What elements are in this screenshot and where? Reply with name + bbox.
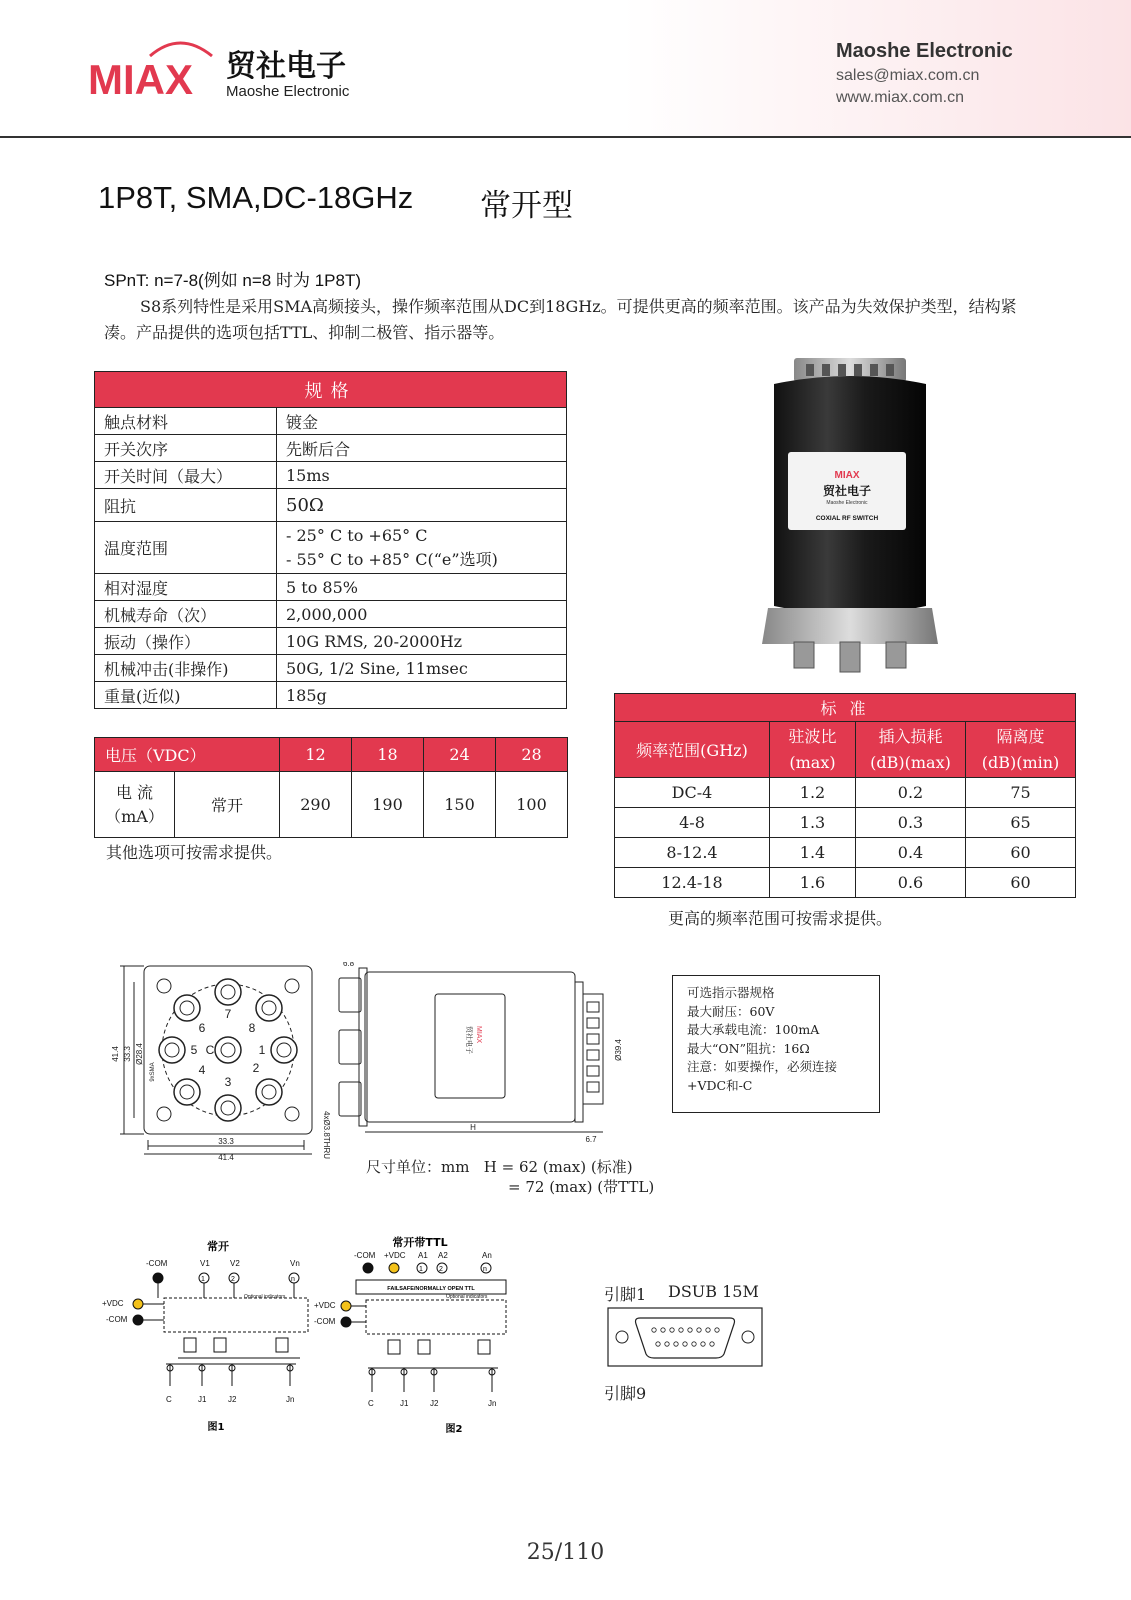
standard-header: 标 准 [615,694,1076,722]
svg-text:H: H [470,1123,476,1132]
miax-logo [88,36,388,106]
svg-text:5: 5 [190,1043,198,1057]
table-row: 相对湿度 5 to 85% [95,574,567,601]
voltage-28: 28 [496,738,568,772]
voltage-24: 24 [424,738,496,772]
svg-text:2: 2 [439,1266,443,1273]
company-info [836,40,1013,107]
logo-text: MIAX [88,56,193,103]
circuit-fig1 [100,1240,320,1440]
spec-header: 规格 [95,372,567,408]
svg-text:1: 1 [201,1276,205,1283]
table-row: 触点材料 镀金 [95,408,567,435]
table-row: 机械冲击(非操作) 50G, 1/2 Sine, 11msec [95,655,567,682]
table-row: 开关时间（最大） 15ms [95,462,567,489]
svg-text:FAILSAFE/NORMALLY OPEN TTL: FAILSAFE/NORMALLY OPEN TTL [387,1286,475,1292]
svg-text:+VDC: +VDC [384,1251,406,1260]
svg-text:33.3: 33.3 [123,1046,132,1062]
svg-text:6: 6 [198,1021,206,1035]
col-freq: 频率范围(GHz) [615,722,770,778]
front-view-drawing [104,962,324,1162]
svg-text:贸社电子: 贸社电子 [465,1026,473,1054]
table-row: 重量(近似) 185g [95,682,567,709]
svg-text:41.4: 41.4 [218,1153,234,1162]
table-row: 电 流 （mA） 常开 290 190 150 100 [95,772,568,838]
svg-text:C: C [205,1043,215,1057]
svg-text:Vn: Vn [290,1259,300,1268]
page-number: 25/110 [526,1540,605,1565]
svg-text:Ø39.4: Ø39.4 [614,1039,623,1061]
svg-text:+VDC: +VDC [102,1299,124,1308]
current-label: 电 流 [115,782,154,802]
svg-text:常开带TTL: 常开带TTL [392,1236,448,1249]
spnt-line: SPnT: n=7-8(例如 n=8 时为 1P8T) [104,271,361,290]
svg-text:C: C [368,1399,374,1408]
product-photo [750,356,950,676]
svg-text:图2: 图2 [445,1424,463,1435]
svg-text:41.4: 41.4 [111,1046,120,1062]
svg-text:An: An [482,1251,492,1260]
svg-text:4xØ3.8THRU: 4xØ3.8THRU [322,1110,331,1160]
current-unit: （mA） [105,806,164,826]
page-title-cn: 常开型 [480,188,573,224]
svg-text:J1: J1 [198,1395,207,1404]
label-en: Maoshe Electronic [826,500,868,506]
svg-text:n: n [291,1276,295,1283]
page-header [0,0,1131,138]
intro-paragraph: S8系列特性是采用SMA高频接头，操作频率范围从DC到18GHz。可提供更高的频率范围。该产品为失效保护类型，结构紧凑。产品提供的选项包括TTL、抑制二极管、指示器等。 [104,297,1017,342]
svg-text:Jn: Jn [488,1399,497,1408]
table-row: 阻抗 50Ω [95,489,567,522]
standard-table: 标 准 频率范围(GHz) 驻波比 (max) 插入损耗 (dB)(max) 隔离度 (dB)(min) DC-4 1.2 0.2 75 4-8 1.3 0.3 65 8-12.4 1.4 0.4 60 12.4-18 1.6 0.6 60 [614,693,1076,898]
logo-en: Maoshe Electronic [226,83,350,100]
voltage-table [94,737,568,838]
svg-text:图1: 图1 [207,1422,225,1433]
table-row: 12.4-18 1.6 0.6 60 [615,868,1076,898]
svg-text:1: 1 [258,1043,266,1057]
standard-note: 更高的频率范围可按需求提供。 [668,909,893,928]
table-row: 振动（操作） 10G RMS, 20-2000Hz [95,628,567,655]
svg-text:MIAX: MIAX [475,1026,482,1044]
indicator-spec-box: 可选指示器规格 最大耐压：60V 最大承载电流：100mA 最大“ON”阻抗：16Ω 注意：如要操作，必须连接 +VDC和-C [672,975,880,1113]
table-row: 开关次序 先断后合 [95,435,567,462]
dsub-label: DSUB 15M [668,1282,759,1301]
svg-text:C: C [166,1395,172,1404]
table-row: 8-12.4 1.4 0.4 60 [615,838,1076,868]
page-title: 1P8T, SMA,DC-18GHz [98,180,414,215]
svg-text:A1: A1 [418,1251,428,1260]
svg-text:Ø28.4: Ø28.4 [135,1043,144,1065]
svg-text:-COM: -COM [314,1317,336,1326]
table-row: DC-4 1.2 0.2 75 [615,778,1076,808]
svg-text:Optional indicators: Optional indicators [446,1294,488,1300]
table-row: 温度范围 - 25° C to +65° C - 55° C to +85° C(“e”选项) [95,522,567,574]
svg-text:2: 2 [252,1061,260,1075]
mode-label: 常开 [175,772,280,838]
side-view-drawing [335,962,645,1144]
temp-range-1: - 25° C to +65° C [286,525,428,545]
label-cn: 贸社电子 [822,484,872,498]
mounting-hole-dim [310,1100,336,1170]
svg-text:6.7: 6.7 [585,1135,597,1144]
svg-text:Jn: Jn [286,1395,295,1404]
circuit-fig2 [314,1236,534,1440]
logo-cn: 贸社电子 [226,49,346,84]
svg-text:8: 8 [248,1021,256,1035]
dsub-connector [606,1304,766,1374]
label-brand: MIAX [834,470,860,481]
dimension-note-ttl: = 72 (max) (带TTL) [508,1178,655,1196]
temp-range-2: - 55° C to +85° C(“e”选项) [286,549,498,569]
svg-text:J2: J2 [430,1399,439,1408]
pin1-label: 引脚1 [604,1285,647,1304]
svg-text:1: 1 [419,1266,423,1273]
svg-text:V1: V1 [200,1259,210,1268]
pin9-label: 引脚9 [604,1384,647,1403]
svg-text:-COM: -COM [106,1315,128,1324]
svg-text:-COM: -COM [146,1259,168,1268]
svg-text:33.3: 33.3 [218,1137,234,1146]
voltage-note: 其他选项可按需求提供。 [106,843,283,862]
svg-text:3: 3 [224,1075,232,1089]
voltage-12: 12 [280,738,352,772]
svg-text:J2: J2 [228,1395,237,1404]
svg-text:4: 4 [198,1063,206,1077]
table-row: 机械寿命（次） 2,000,000 [95,601,567,628]
svg-text:J1: J1 [400,1399,409,1408]
svg-text:V2: V2 [230,1259,240,1268]
svg-text:+VDC: +VDC [314,1301,336,1310]
svg-text:常开: 常开 [207,1240,229,1253]
svg-text:2: 2 [231,1276,235,1283]
company-name: Maoshe Electronic [836,40,1013,62]
svg-text:7: 7 [224,1007,232,1021]
voltage-18: 18 [352,738,424,772]
svg-text:Optional indicators: Optional indicators [244,1294,286,1300]
company-email[interactable]: sales@miax.com.cn [836,67,980,84]
label-type: COXIAL RF SWITCH [815,515,879,522]
voltage-header: 电压（VDC） [95,738,280,772]
company-website[interactable]: www.miax.com.cn [836,89,965,106]
dimension-note: 尺寸单位：mm H = 62 (max) (标准) [366,1158,633,1176]
svg-text:n: n [483,1266,487,1273]
spec-table [94,371,567,709]
svg-text:A2: A2 [438,1251,448,1260]
table-row: 4-8 1.3 0.3 65 [615,808,1076,838]
svg-text:6.8: 6.8 [343,962,355,968]
svg-text:-COM: -COM [354,1251,376,1260]
svg-text:9xSMA: 9xSMA [150,1062,156,1082]
